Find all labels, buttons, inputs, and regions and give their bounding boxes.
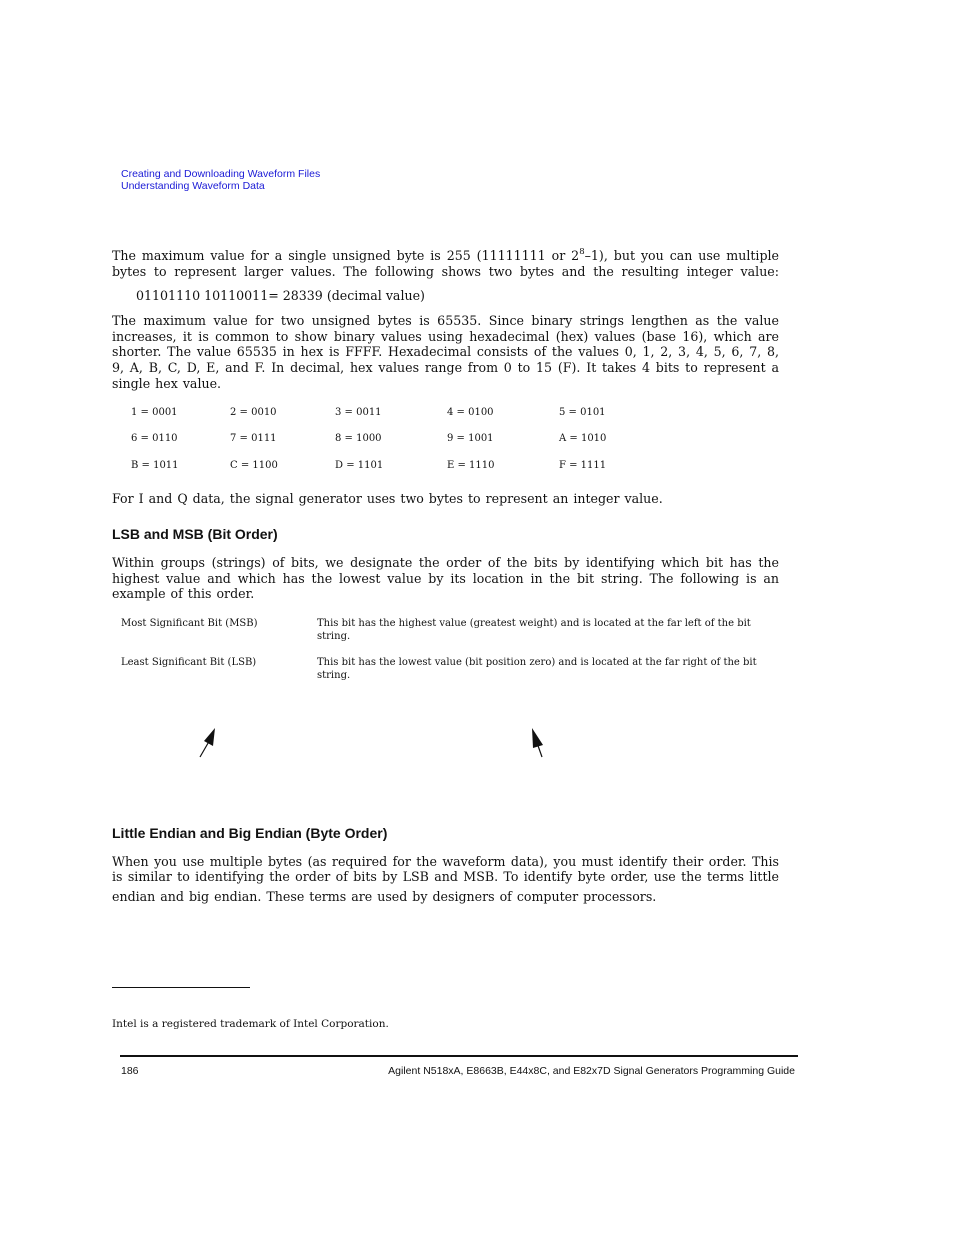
lsb-arrow-icon — [532, 728, 543, 757]
hex-cell: 6 = 0110 — [131, 433, 178, 444]
hex-cell: 1 = 0001 — [131, 407, 178, 418]
hex-paragraph: The maximum value for two unsigned bytes is 65535. Since binary strings lengthen as the value increases, it is common to show binary values using hexadecimal (hex) values (base 16), which are shorter. The value 65535 in hex is FFFF. Hexadecimal consists of the values 0, 1, 2, 3, 4, 5, 6, 7, 8, 9, A, B, C, D, E, and F. In decimal, hex values range from 0 to 15 (F). It takes 4 bits to represent a single hex value. — [112, 313, 779, 391]
hex-cell: D = 1101 — [335, 460, 384, 471]
msb-arrow-icon — [200, 728, 215, 757]
msb-description: This bit has the highest value (greatest weight) and is located at the far left of the bit string. — [317, 618, 751, 642]
hex-cell: F = 1111 — [559, 460, 607, 471]
page-number: 186 — [121, 1065, 139, 1077]
intro-superscript: 8 — [579, 247, 585, 257]
footnote-rule — [112, 987, 250, 988]
endian-paragraph-line2: is similar to identifying the order of bits by LSB and MSB. To identify byte order, use the terms little — [112, 869, 779, 884]
byte-example: 01101110 10110011= 28339 (decimal value) — [136, 288, 425, 303]
footnote: Intel is a registered trademark of Intel Corporation. — [112, 1018, 389, 1030]
hex-cell: 4 = 0100 — [447, 407, 494, 418]
hex-cell: 5 = 0101 — [559, 407, 606, 418]
endian-heading: Little Endian and Big Endian (Byte Order) — [112, 825, 388, 841]
hex-cell: B = 1011 — [131, 460, 179, 471]
header-section[interactable]: Understanding Waveform Data — [121, 180, 265, 192]
guide-title: Agilent N518xA, E8663B, E44x8C, and E82x7D Signal Generators Programming Guide — [388, 1065, 795, 1077]
footer-rule — [120, 1055, 798, 1057]
intro-text-b: –1), but you can use multiple — [584, 248, 779, 263]
lsb-msb-paragraph: Within groups (strings) of bits, we designate the order of the bits by identifying which bit has the highest value and which has the lowest value by its location in the bit string. The following is an example of this order. — [112, 555, 779, 602]
iq-note: For I and Q data, the signal generator uses two bytes to represent an integer value. — [112, 491, 663, 506]
lsb-term: Least Significant Bit (LSB) — [121, 657, 257, 668]
hex-cell: C = 1100 — [230, 460, 278, 471]
hex-cell: 2 = 0010 — [230, 407, 277, 418]
header-chapter[interactable]: Creating and Downloading Waveform Files — [121, 168, 321, 180]
hex-cell: 9 = 1001 — [447, 433, 494, 444]
endian-paragraph-line3: endian and big endian. These terms are used by designers of computer processors. — [112, 889, 657, 904]
msb-term: Most Significant Bit (MSB) — [121, 618, 258, 629]
hex-cell: E = 1110 — [447, 460, 495, 471]
hex-cell: 8 = 1000 — [335, 433, 382, 444]
hex-cell: 3 = 0011 — [335, 407, 382, 418]
hex-cell: 7 = 0111 — [230, 433, 277, 444]
lsb-msb-heading: LSB and MSB (Bit Order) — [112, 526, 278, 542]
intro-paragraph-line2: bytes to represent larger values. The following shows two bytes and the resulting integer value: — [112, 264, 779, 279]
lsb-description: This bit has the lowest value (bit position zero) and is located at the far right of the bit string. — [317, 657, 757, 681]
intro-text-a: The maximum value for a single unsigned byte is 255 (11111111 or 2 — [112, 248, 580, 263]
endian-paragraph-line1: When you use multiple bytes (as required for the waveform data), you must identify their order. This — [112, 854, 779, 869]
hex-cell: A = 1010 — [559, 433, 607, 444]
